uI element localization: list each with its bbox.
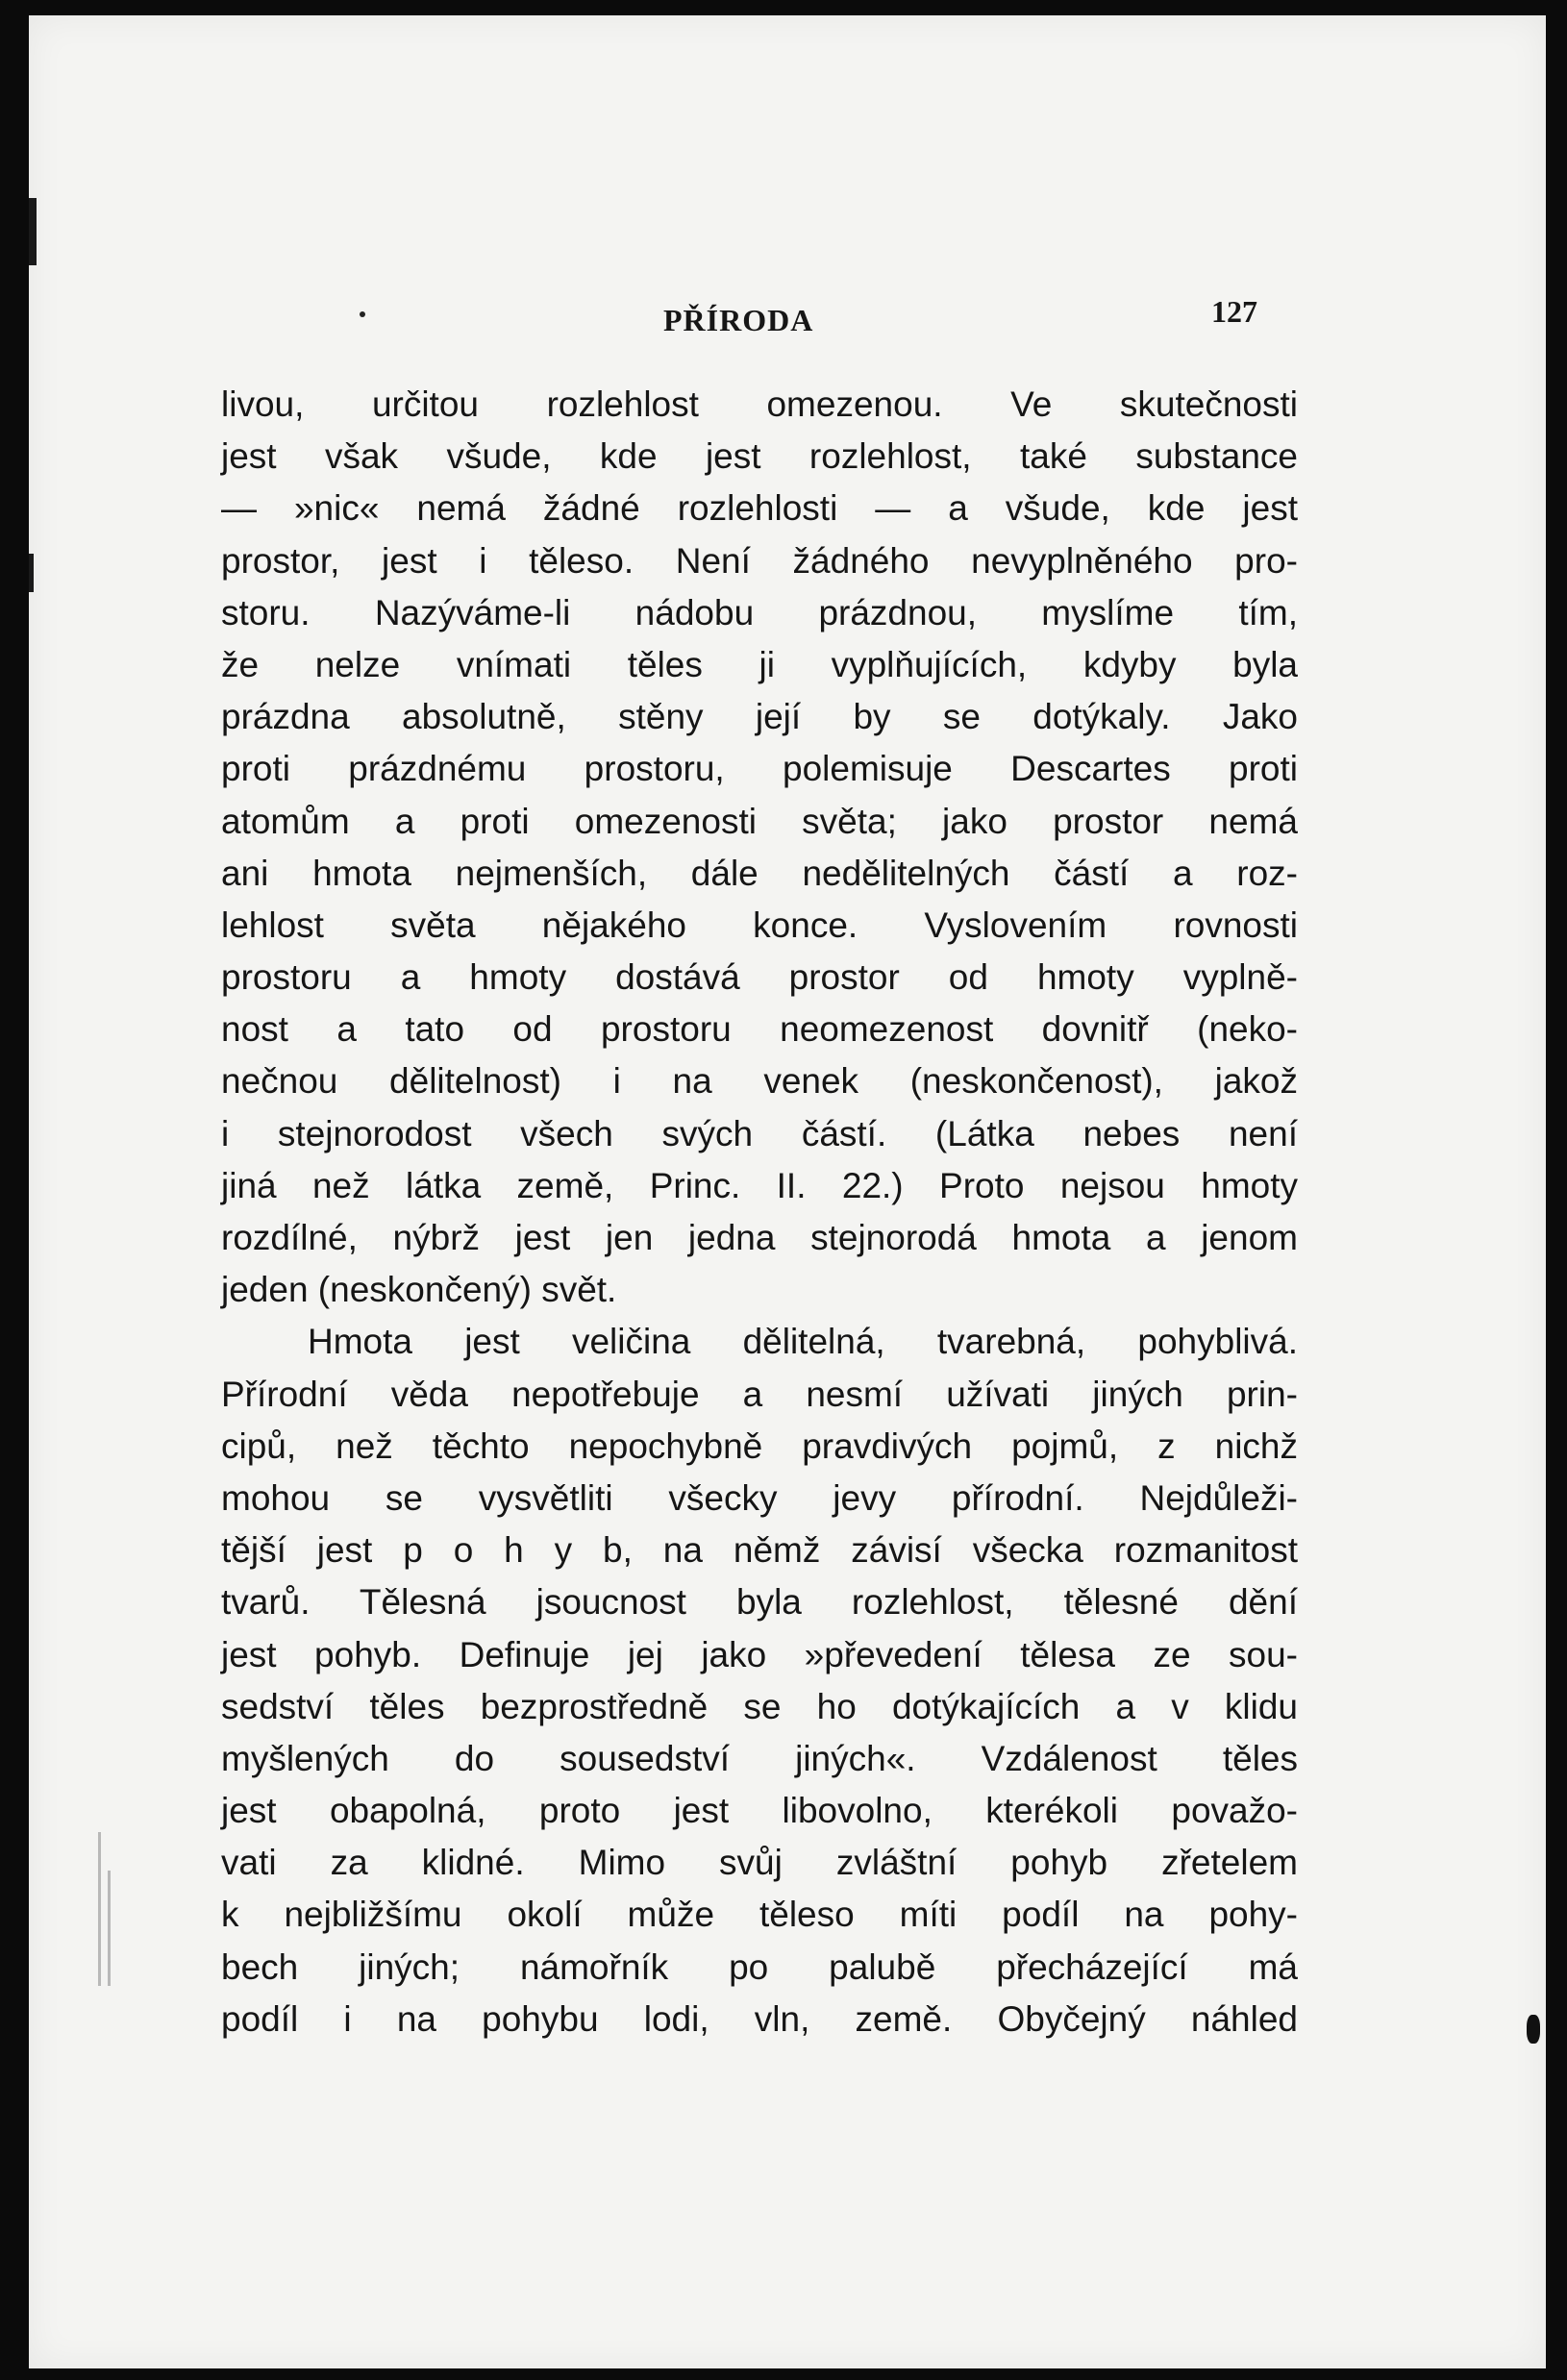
paper-scratch [108, 1871, 111, 1986]
page-number: 127 [1211, 294, 1257, 329]
text-line: sedství těles bezprostředně se ho dotýkajících a v klidu [221, 1686, 1298, 1726]
text-line: jiná než látka země, Princ. II. 22.) Proto nejsou hmoty [221, 1165, 1298, 1205]
text-line: že nelze vnímati těles ji vyplňujících, kdyby byla [221, 644, 1298, 684]
body-text [221, 379, 1298, 2045]
text-line: Přírodní věda nepotřebuje a nesmí užívati jiných prin- [221, 1374, 1298, 1414]
text-line: Hmota jest veličina dělitelná, tvarebná, pohyblivá. [308, 1322, 1298, 1362]
text-line: jeden (neskončený) svět. [221, 1270, 617, 1310]
text-line: mohou se vysvětliti všecky jevy přírodní. Nejdůleži- [221, 1477, 1298, 1518]
paper-scratch [98, 1832, 101, 1986]
text-line: bech jiných; námořník po palubě přecházející má [221, 1946, 1298, 1987]
text-line: proti prázdnému prostoru, polemisuje Descartes proti [221, 749, 1298, 789]
binding-shadow [29, 554, 34, 592]
text-line: prostor, jest i těleso. Není žádného nevyplněného pro- [221, 540, 1298, 581]
text-line: tvarů. Tělesná jsoucnost byla rozlehlost, tělesné dění [221, 1582, 1298, 1623]
book-page [29, 15, 1546, 2368]
text-line: tější jest p o h y b, na němž závisí všecka rozmanitost [221, 1530, 1298, 1571]
text-line: storu. Nazýváme-li nádobu prázdnou, myslíme tím, [221, 592, 1298, 632]
text-line: rozdílné, nýbrž jest jen jedna stejnorodá hmota a jenom [221, 1218, 1298, 1257]
text-line: nost a tato od prostoru neomezenost dovnitř (neko- [221, 1009, 1298, 1050]
text-line: jest pohyb. Definuje jej jako »převedení tělesa ze sou- [221, 1634, 1298, 1674]
text-line: myšlených do sousedství jiných«. Vzdálenost těles [221, 1738, 1298, 1778]
text-line: jest však všude, kde jest rozlehlost, také substance [221, 436, 1298, 477]
paragraph [221, 1316, 1298, 2045]
text-line: lehlost světa nějakého konce. Vyslovením rovnosti [221, 905, 1298, 945]
text-line: — »nic« nemá žádné rozlehlosti — a všude, kde jest [221, 488, 1298, 529]
text-line: podíl i na pohybu lodi, vln, země. Obyčejný náhled [221, 1998, 1298, 2039]
text-line: prostoru a hmoty dostává prostor od hmoty vyplně- [221, 957, 1298, 998]
text-line: atomům a proti omezenosti světa; jako prostor nemá [221, 801, 1298, 841]
text-line: prázdna absolutně, stěny její by se dotýkaly. Jako [221, 697, 1298, 737]
binding-shadow [29, 198, 37, 265]
text-line: cipů, než těchto nepochybně pravdivých pojmů, z nichž [221, 1426, 1298, 1466]
print-speck [360, 311, 365, 317]
text-line: nečnou dělitelnost) i na venek (neskončenost), jakož [221, 1061, 1298, 1102]
text-line: vati za klidné. Mimo svůj zvláštní pohyb zřetelem [221, 1843, 1298, 1883]
text-line: ani hmota nejmenších, dále nedělitelných částí a roz- [221, 853, 1298, 893]
text-line: jest obapolná, proto jest libovolno, kterékoli považo- [221, 1791, 1298, 1831]
page-header [29, 286, 1546, 344]
paragraph [221, 379, 1298, 1316]
text-line: i stejnorodost všech svých částí. (Látka nebes není [221, 1113, 1298, 1153]
text-line: livou, určitou rozlehlost omezenou. Ve skutečnosti [221, 384, 1298, 424]
text-line: k nejbližšímu okolí může těleso míti podíl na pohy- [221, 1895, 1298, 1935]
running-head: PŘÍRODA [663, 303, 814, 337]
ink-blot [1527, 2015, 1540, 2044]
